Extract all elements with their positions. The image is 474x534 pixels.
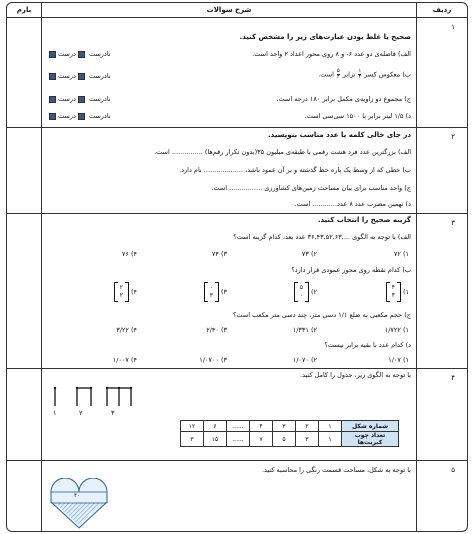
option[interactable]: ۳) ۱/۰۷۰۰ <box>199 356 227 364</box>
figure-label: ۳ <box>111 409 115 417</box>
table-row: شماره شکل ۱ ۲ ۳ ۴ ...... ۶ ۱۲ <box>181 421 399 432</box>
row-number: ۲ <box>416 127 467 213</box>
header-row: ردیف <box>416 3 467 17</box>
item-d: د) ۱/۵ لیتر برابر با ۱۵۰۰ سی‌سی است. <box>304 112 411 120</box>
option[interactable]: ۴) ۱/۰۰۷ <box>112 356 137 364</box>
item-a: الف) فاصله‌ی دو عدد ۶- و ۸ روی محور اعداد ۲ واحد است. <box>252 50 411 58</box>
checkbox[interactable] <box>78 113 85 120</box>
question-body <box>41 368 417 460</box>
question-1 <box>7 17 467 128</box>
checkbox[interactable] <box>49 113 56 120</box>
score-cell <box>7 460 42 532</box>
score-cell <box>7 368 42 460</box>
option[interactable]: ۳) ۲/۴۰ <box>206 326 227 334</box>
option[interactable]: ۲) ۱/۰۷۰ <box>292 356 317 364</box>
coordinate-vector: ۴ ۴ <box>386 282 401 302</box>
option[interactable]: ۲) ۷۳ <box>301 250 317 258</box>
question-stem: با توجه به الگوی زیر، جدول را کامل کنید. <box>300 371 411 379</box>
question-body <box>41 17 417 127</box>
question-body <box>41 213 417 368</box>
true-false-choice: نادرست درست <box>47 95 111 103</box>
question-2 <box>7 127 467 214</box>
checkbox[interactable] <box>78 51 85 58</box>
header-score: بارم <box>7 3 42 17</box>
figure-measure: ۴۰ <box>74 493 80 499</box>
option[interactable]: ۳) <box>220 288 227 296</box>
item-b: ب) معکوس کسر $\frac{۱}{۴}$ برابر $\frac{۵}{۴}$ است. <box>318 68 411 80</box>
item-a: الف) بزرگترین عدد فرد هشت رقمی با طبقه‌ی میلیون ۳۵(بدون تکرار رقم‌ها) ............... است. <box>154 148 411 156</box>
question-title: در جای خالی کلمه یا عدد مناسب بنویسید. <box>268 131 411 139</box>
option[interactable]: ۴) ۷۶ <box>121 250 137 258</box>
option[interactable]: ۴) <box>130 288 137 296</box>
option[interactable]: ۲) ۱/۳۳۱ <box>292 326 317 334</box>
pattern-table <box>180 420 399 447</box>
coordinate-vector: ۰ ۳ <box>204 282 219 302</box>
header-description: شرح سوالات <box>206 6 252 14</box>
checkbox[interactable] <box>78 73 85 80</box>
item-c: ج) واحد مناسب برای بیان مساحت زمین‌های کشاورزی ................ است. <box>211 184 411 192</box>
figure-label: ۱ <box>53 409 57 417</box>
item-b: ب) خطی که از وسط یک پاره خط گذشته و بر آن عمود باشد، ................... نام دارد. <box>179 166 411 174</box>
checkbox[interactable] <box>49 73 56 80</box>
coordinate-vector: ۵ ۰ <box>294 282 309 302</box>
question-stem: با توجه به شکل، مساحت قسمت رنگی را محاسبه کنید. <box>261 466 411 474</box>
figure-label: ۲ <box>79 409 83 417</box>
row-number: ۱ <box>416 17 467 127</box>
question-body <box>41 127 417 213</box>
question-3 <box>7 213 467 369</box>
item-c-stem: ج) حجم مکعبی به ضلع ۱/۱ دسی متر، چند دسی متر مکعب است؟ <box>232 311 411 319</box>
option[interactable]: ۱) ۷۲ <box>393 250 409 258</box>
row-number: ۳ <box>416 213 467 368</box>
question-5 <box>7 460 467 532</box>
checkbox[interactable] <box>49 96 56 103</box>
table-header <box>7 3 467 18</box>
item-a-stem: الف) با توجه به الگوی ...,۳۶,۴۳,۵۲,۶۳ عدد بعد، کدام گزینه است؟ <box>233 233 411 241</box>
true-false-choice: نادرست درست <box>47 72 111 80</box>
question-title: گزینه صحیح را انتخاب کنید. <box>317 216 411 224</box>
option[interactable]: ۴) ۳/۲۲ <box>116 326 137 334</box>
question-title: صحیح یا غلط بودن عبارت‌های زیر را مشخص کنید. <box>239 33 411 41</box>
option[interactable]: ۱) ۱/۰۷ <box>388 356 409 364</box>
row-number: ۵ <box>416 460 467 532</box>
score-cell <box>7 213 42 368</box>
question-4 <box>7 368 467 461</box>
checkbox[interactable] <box>49 51 56 58</box>
row-head: تعداد چوب کبریت‌ها <box>342 432 399 447</box>
table-row: تعداد چوب کبریت‌ها ۱ ۳ ۵ ۷ ...... ۱۵ ۳ <box>181 432 399 447</box>
exam-sheet <box>6 2 468 532</box>
option[interactable]: ۲) <box>310 288 317 296</box>
question-body <box>41 460 417 532</box>
item-c: ج) مجموع دو زاویه‌ی مکمل برابر ۱۸۰ درجه است. <box>276 95 411 103</box>
fraction: $\frac{۱}{۴}$ <box>358 68 362 80</box>
item-d: د) نهمین مضرب عدد ۸ عدد............ است. <box>294 200 411 208</box>
option[interactable]: ۱) <box>402 288 409 296</box>
item-b-stem: ب) کدام نقطه روی محور عمودی قرار دارد؟ <box>291 266 411 274</box>
item-d-stem: د) کدام عدد با بقیه برابر نیست؟ <box>324 341 411 349</box>
option[interactable]: ۳) ۷۴ <box>211 250 227 258</box>
matchstick-pattern <box>47 382 147 416</box>
true-false-choice: نادرست درست <box>47 50 111 58</box>
score-cell <box>7 17 42 127</box>
coordinate-vector: ۲ ۲ <box>114 282 129 302</box>
true-false-choice: نادرست درست <box>47 112 111 120</box>
checkbox[interactable] <box>78 96 85 103</box>
score-cell <box>7 127 42 213</box>
shaded-shape-figure <box>47 478 111 530</box>
row-number: ۴ <box>416 368 467 460</box>
fraction: $\frac{۵}{۴}$ <box>337 68 340 80</box>
row-head: شماره شکل <box>342 421 399 432</box>
option[interactable]: ۱) ۱/۷۲۲ <box>384 326 409 334</box>
